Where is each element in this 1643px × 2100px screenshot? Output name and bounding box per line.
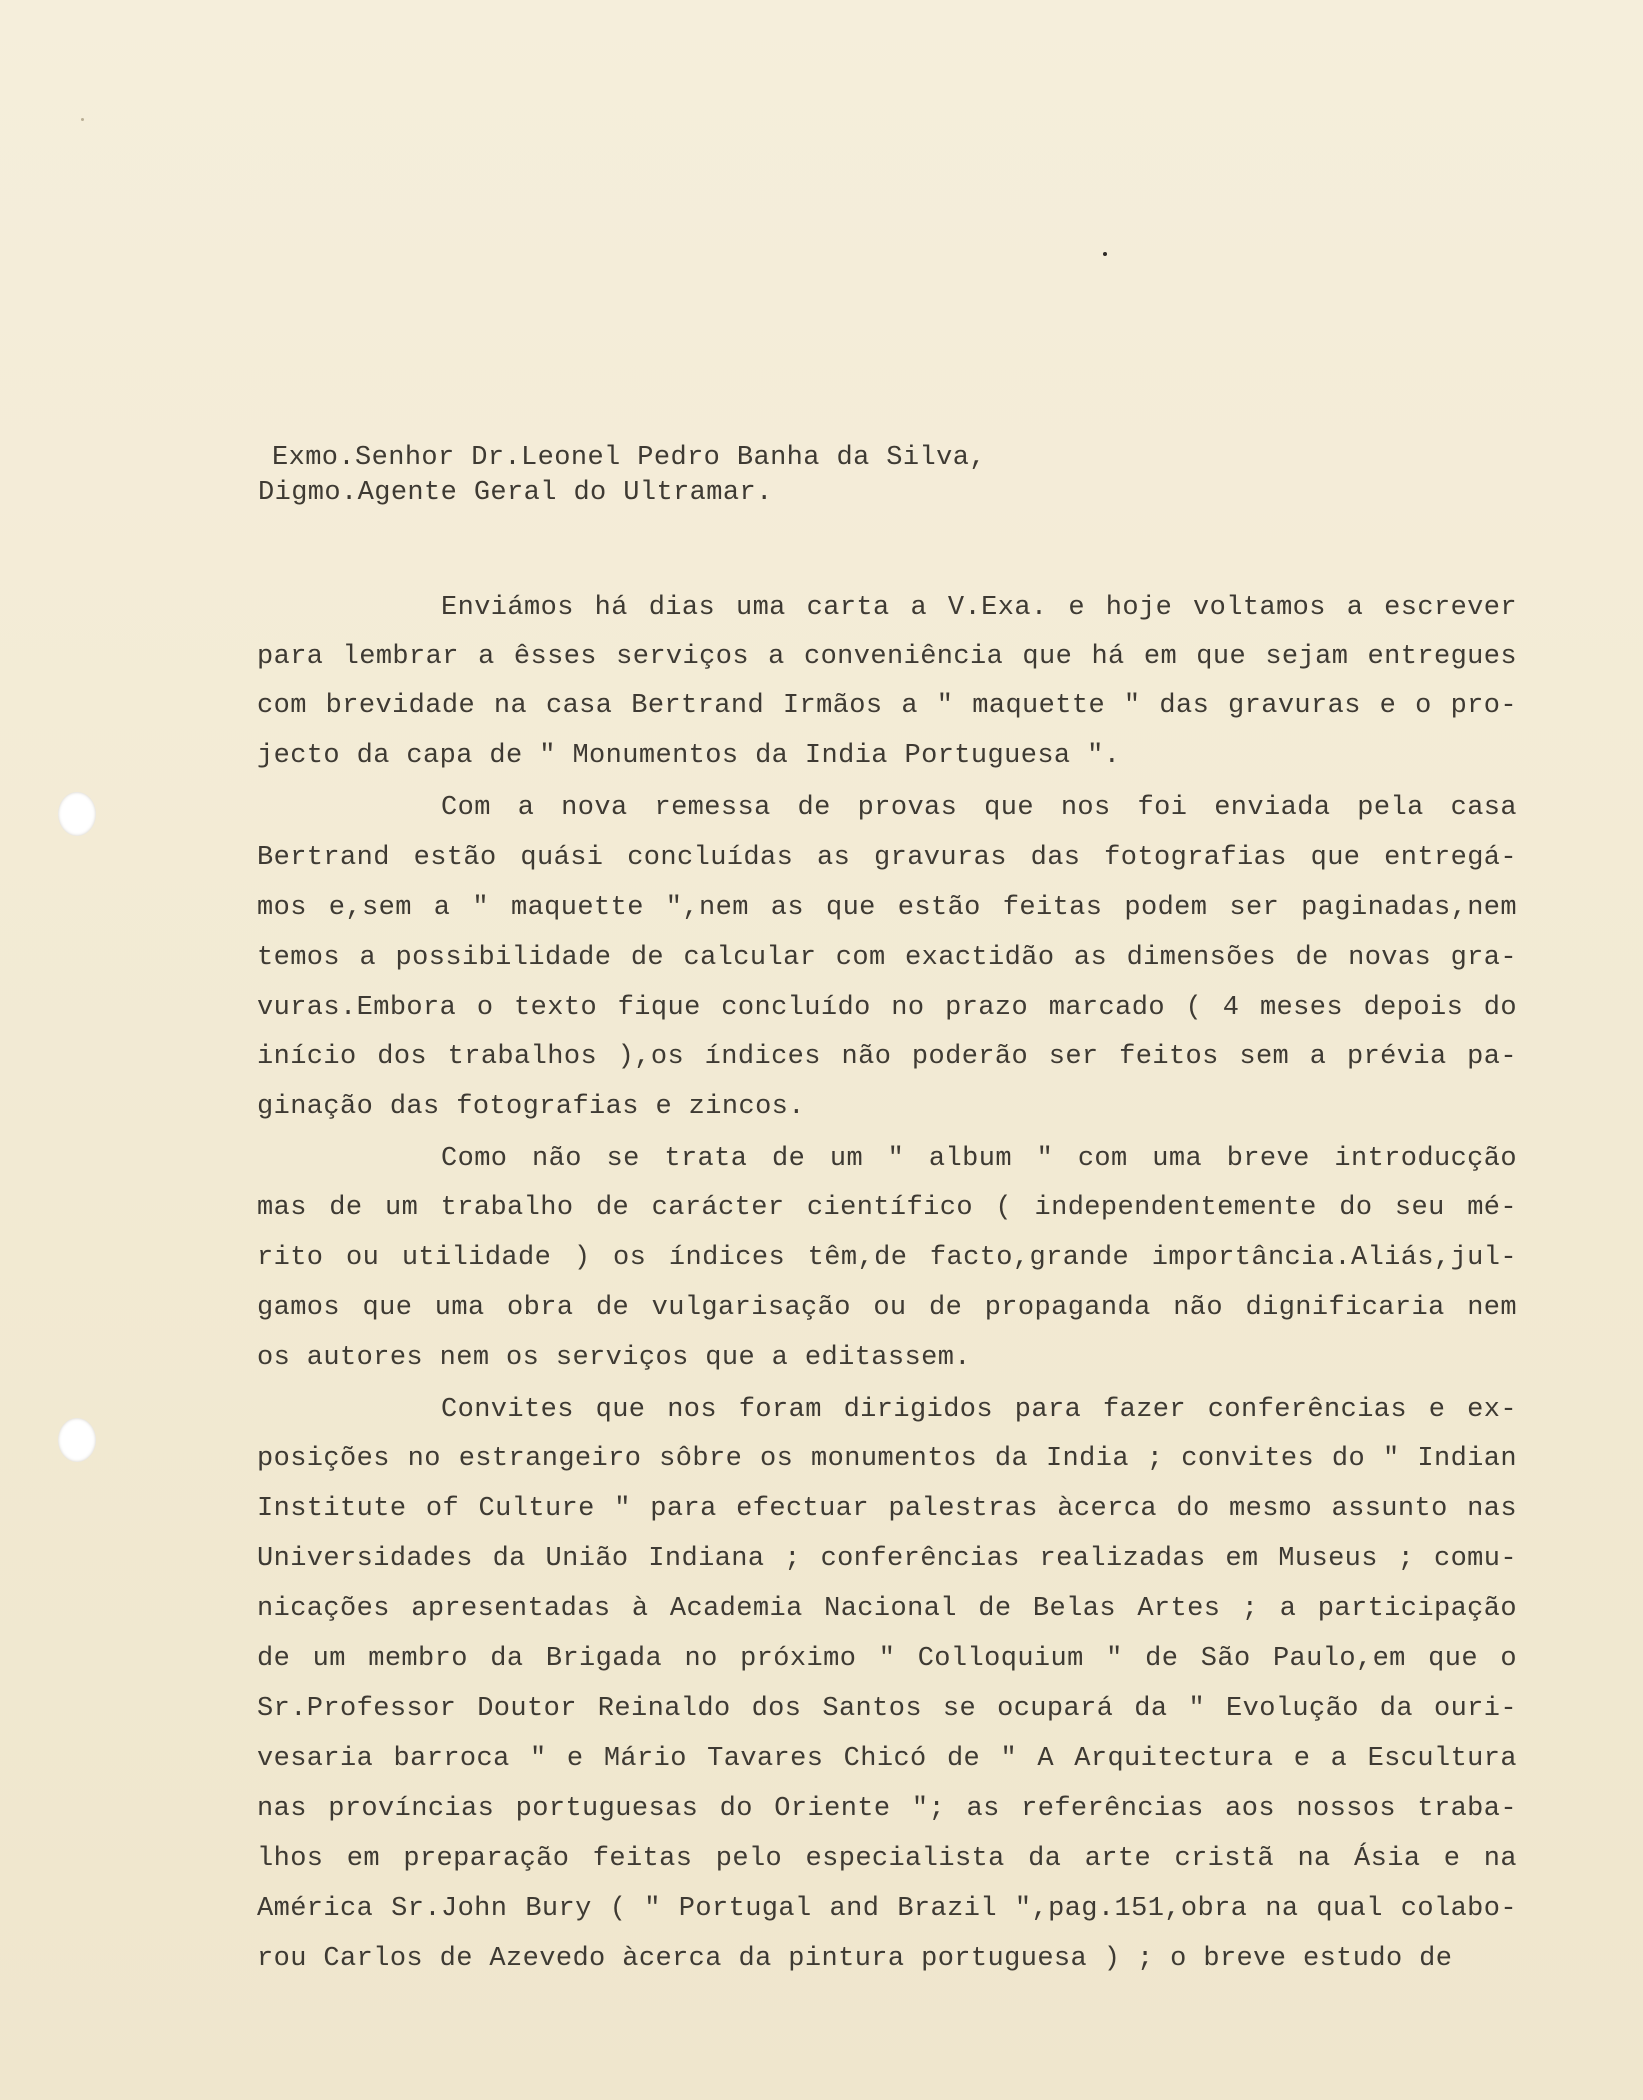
body-line: nicações apresentadas à Academia Nacional de Belas Artes ; a participação bbox=[257, 1594, 1517, 1624]
body-line: rito ou utilidade ) os índices têm,de facto,grande importância.Aliás,jul- bbox=[257, 1243, 1517, 1273]
punch-hole-bottom bbox=[58, 1418, 96, 1462]
body-line: vesaria barroca " e Mário Tavares Chicó de " A Arquitectura e a Escultura bbox=[257, 1744, 1517, 1774]
body-line: lhos em preparação feitas pelo especialista da arte cristã na Ásia e na bbox=[257, 1844, 1517, 1874]
body-line: de um membro da Brigada no próximo " Colloquium " de São Paulo,em que o bbox=[257, 1644, 1517, 1674]
body-line: jecto da capa de " Monumentos da India Portuguesa ". bbox=[257, 741, 1121, 771]
body-line: Com a nova remessa de provas que nos foi enviada pela casa bbox=[441, 793, 1517, 823]
punch-hole-top bbox=[58, 792, 96, 836]
body-line: Convites que nos foram dirigidos para fazer conferências e ex- bbox=[441, 1395, 1517, 1425]
body-line: os autores nem os serviços que a editassem. bbox=[257, 1343, 971, 1373]
body-line: para lembrar a êsses serviços a conveniência que há em que sejam entregues bbox=[257, 642, 1517, 672]
body-line: Bertrand estão quási concluídas as gravuras das fotografias que entregá- bbox=[257, 843, 1517, 873]
body-line: Enviámos há dias uma carta a V.Exa. e hoje voltamos a escrever bbox=[441, 593, 1517, 623]
body-line: ginação das fotografias e zincos. bbox=[257, 1092, 805, 1122]
body-line: temos a possibilidade de calcular com exactidão as dimensões de novas gra- bbox=[257, 943, 1517, 973]
body-line: mas de um trabalho de carácter científico ( independentemente do seu mé- bbox=[257, 1193, 1517, 1223]
body-line: mos e,sem a " maquette ",nem as que estão feitas podem ser paginadas,nem bbox=[257, 893, 1517, 923]
body-line: rou Carlos de Azevedo àcerca da pintura portuguesa ) ; o breve estudo de bbox=[257, 1944, 1453, 1974]
body-line: gamos que uma obra de vulgarisação ou de propaganda não dignificaria nem bbox=[257, 1293, 1517, 1323]
body-line: Como não se trata de um " album " com uma breve introducção bbox=[441, 1144, 1517, 1174]
body-line: América Sr.John Bury ( " Portugal and Brazil ",pag.151,obra na qual colabo- bbox=[257, 1894, 1517, 1924]
body-line: posições no estrangeiro sôbre os monumentos da India ; convites do " Indian bbox=[257, 1444, 1517, 1474]
body-line: Universidades da União Indiana ; conferências realizadas em Museus ; comu- bbox=[257, 1544, 1517, 1574]
body-line: Institute of Culture " para efectuar palestras àcerca do mesmo assunto nas bbox=[257, 1494, 1517, 1524]
body-line: início dos trabalhos ),os índices não poderão ser feitos sem a prévia pa- bbox=[257, 1042, 1517, 1072]
address-line-2: Digmo.Agente Geral do Ultramar. bbox=[258, 478, 773, 508]
ink-speck bbox=[1103, 252, 1107, 256]
body-line: vuras.Embora o texto fique concluído no prazo marcado ( 4 meses depois do bbox=[257, 993, 1517, 1023]
paper-speck bbox=[81, 118, 84, 121]
body-line: com brevidade na casa Bertrand Irmãos a " maquette " das gravuras e o pro- bbox=[257, 691, 1517, 721]
body-line: nas províncias portuguesas do Oriente "; as referências aos nossos traba- bbox=[257, 1794, 1517, 1824]
body-line: Sr.Professor Doutor Reinaldo dos Santos se ocupará da " Evolução da ouri- bbox=[257, 1694, 1517, 1724]
address-line-1: Exmo.Senhor Dr.Leonel Pedro Banha da Silva, bbox=[272, 443, 986, 473]
